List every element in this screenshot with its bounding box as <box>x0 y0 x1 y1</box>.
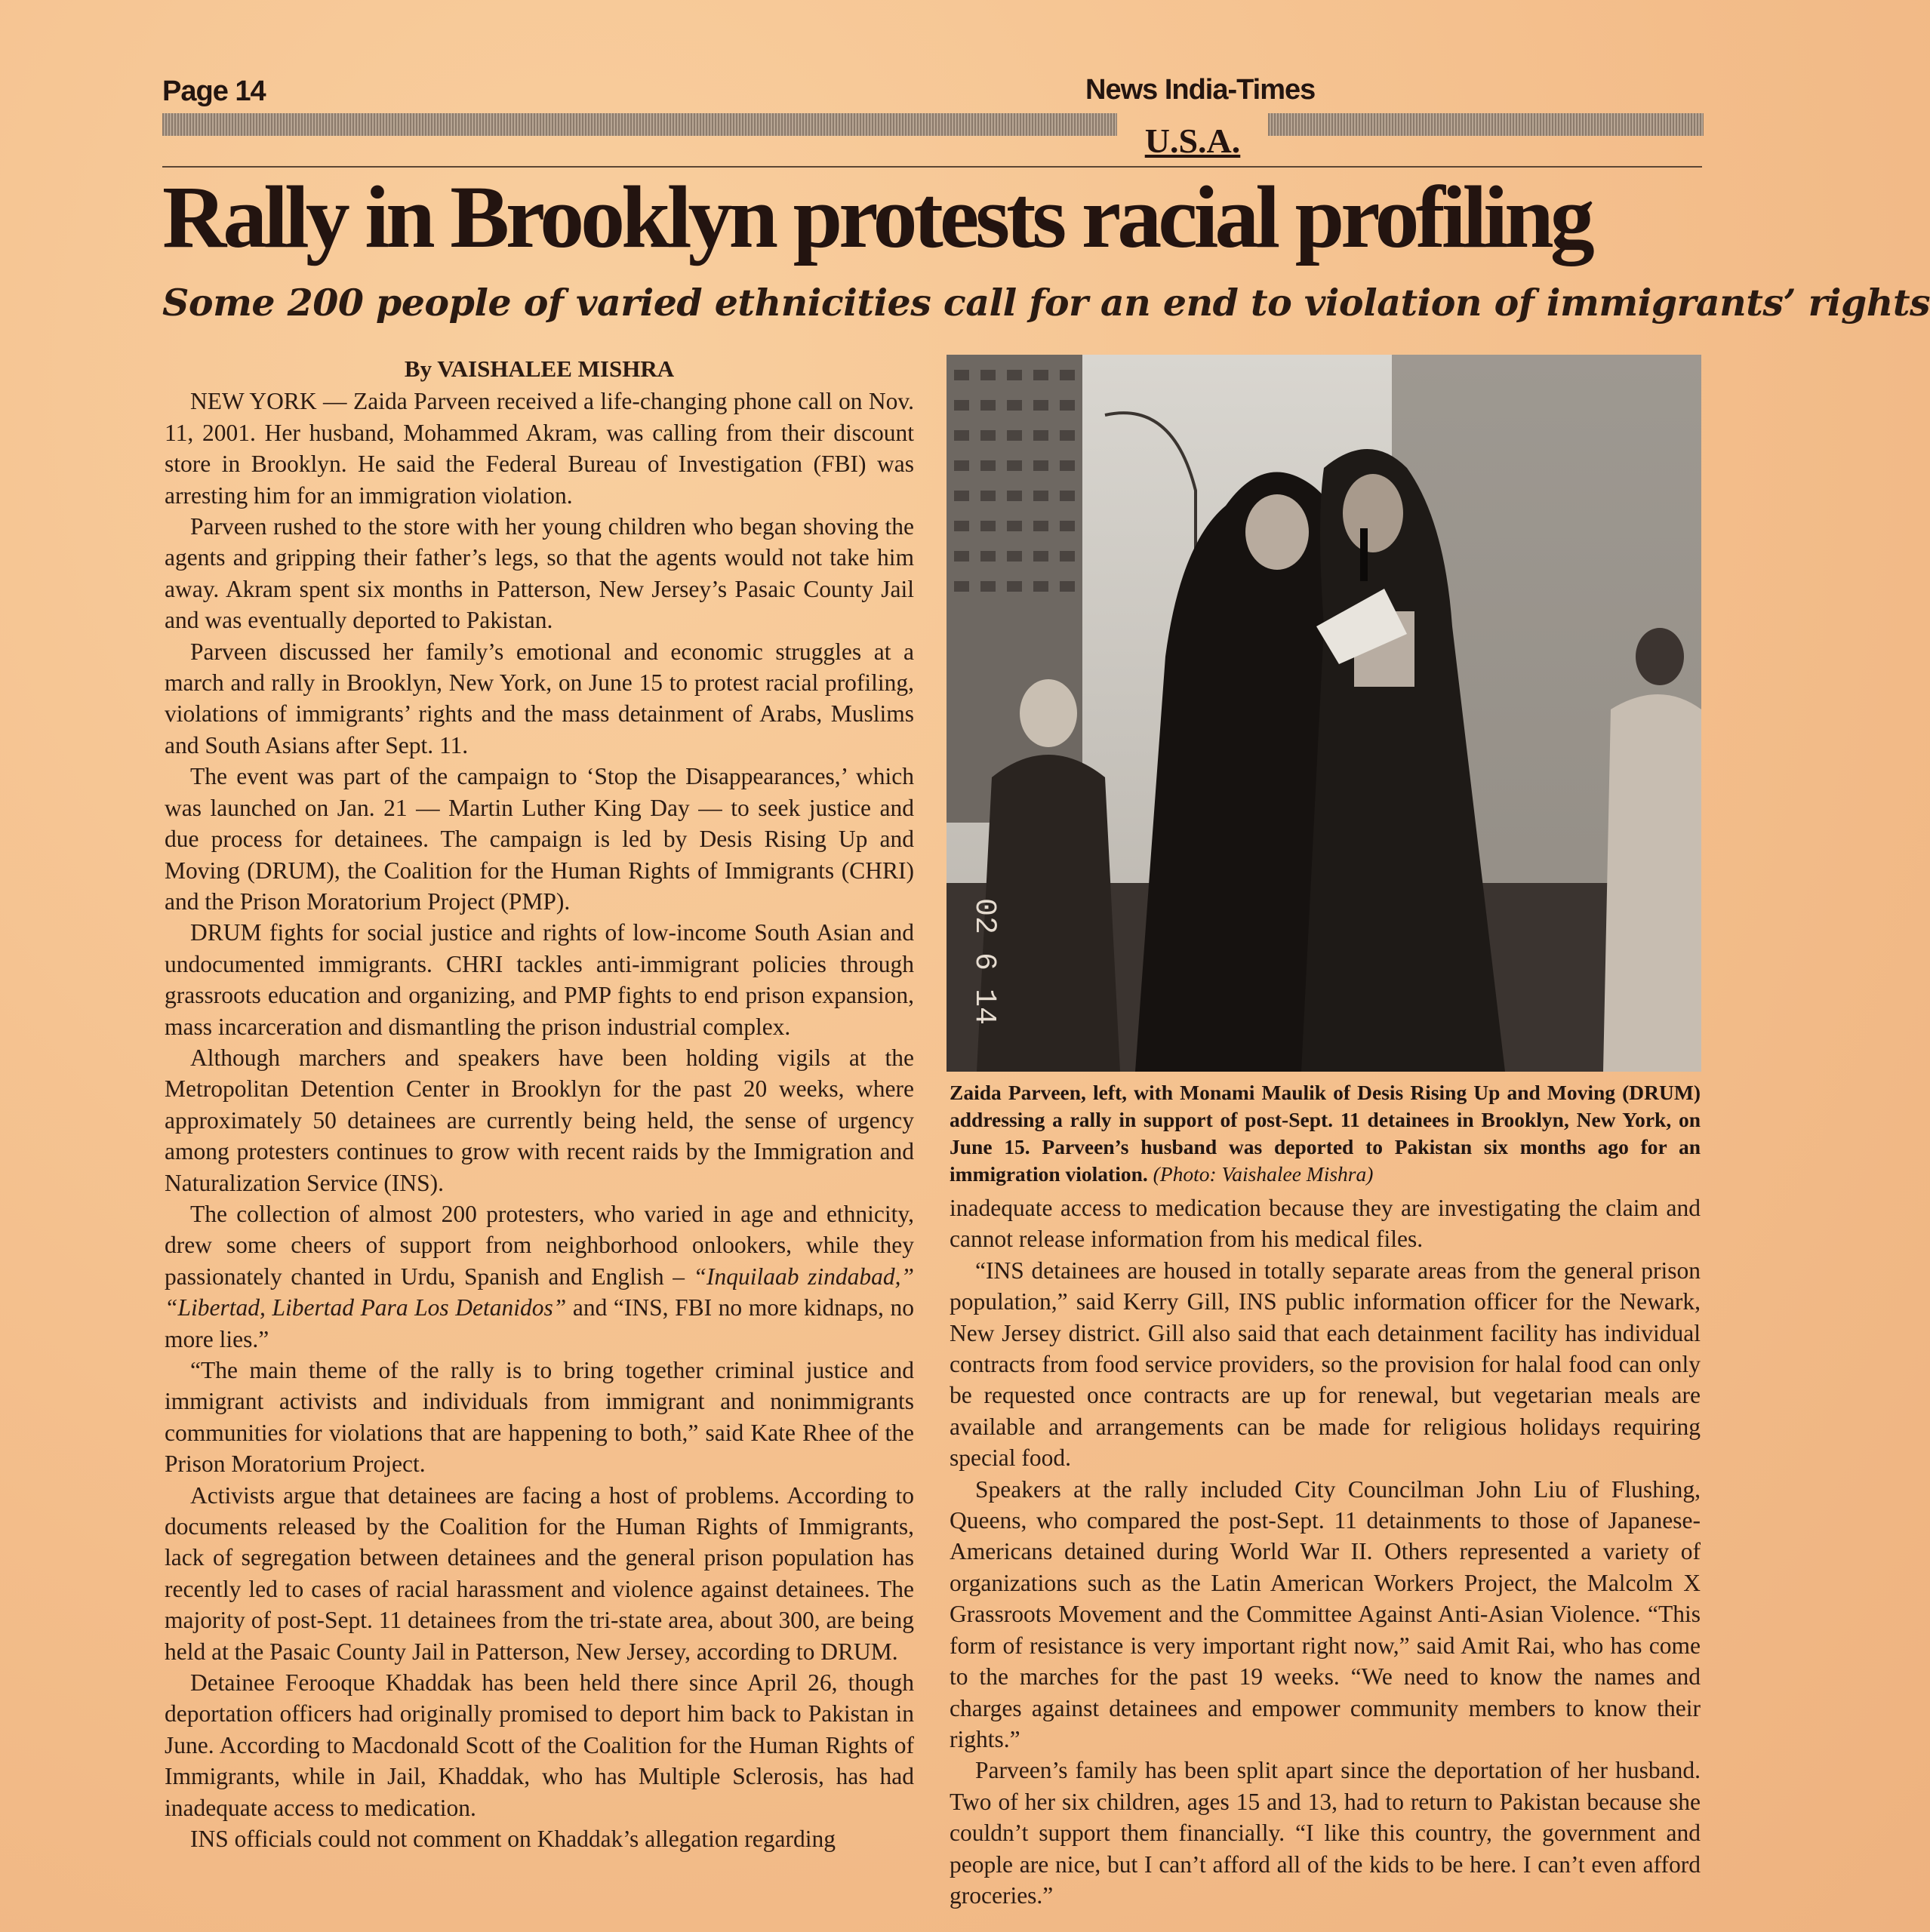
page-number: Page 14 <box>162 75 266 107</box>
paragraph: Speakers at the rally included City Councilman John Liu of Flushing, Queens, who compared the post-Sept. 11 detainments to those of Japanese-Americans detained during World War II. Others represented a variety of organizations such as the Latin American Workers Project, the Malcolm X Grassroots Movement and the Committee Against Anti-Asian Violence. “This form of resistance is very important right now,” said Amit Rai, who has come to the marches for the past 19 weeks. “We need to know the names and charges against detainees and empower community members to know their rights.” <box>950 1475 1701 1752</box>
chant-spanish: “Libertad, Libertad Para Los Detanidos” <box>165 1294 567 1321</box>
paragraph: “The main theme of the rally is to bring together criminal justice and immigrant activists and individuals from immigrant and nonimmigrants communities for violations that are happening to both,” said Kate Rhee of the Prison Moratorium Project. <box>165 1357 914 1478</box>
chants-tail-text: and “INS, FBI no more kidnaps, no more lies.” <box>165 1294 914 1352</box>
rally-photo <box>947 355 1701 1072</box>
newspaper-name: News India-Times <box>1085 74 1316 106</box>
masthead-rule-left <box>162 113 1117 136</box>
paragraph: The event was part of the campaign to ‘Stop the Disappearances,’ which was launched on Jan. 21 — Martin Luther King Day — to seek justice and due process for detainees. The campaign is led by Desis Rising Up and Moving (DRUM), the Coalition for the Human Rights of Immigrants (CHRI) and the Prison Moratorium Project (PMP). <box>165 763 914 915</box>
photo-date-stamp: 02 6 14 <box>967 898 1001 1026</box>
left-column <box>165 353 914 1855</box>
paragraph: Parveen’s family has been split apart since the deportation of her husband. Two of her six children, ages 15 and 13, had to return to Pakistan because she couldn’t support them financially. “I like this country, the government and people are nice, but I can’t afford all of the kids to be here. I can’t even afford groceries.” <box>950 1757 1701 1909</box>
chant-urdu: “Inquilaab zindabad,” <box>693 1263 914 1290</box>
paragraph: Activists argue that detainees are facing a host of problems. According to documents released by the Coalition for the Human Rights of Immigrants, lack of segregation between detainees and the general prison population has recently led to cases of racial harassment and violence against detainees. The majority of post-Sept. 11 detainees from the tri-state area, about 300, are being held at the Pasaic County Jail in Patterson, New Jersey, according to DRUM. <box>165 1481 914 1665</box>
paragraph: Parveen rushed to the store with her young children who began shoving the agents and gripping their father’s legs, so that the agents would not take him away. Akram spent six months in Patterson, New Jersey’s Pasaic County Jail and was eventually deported to Pakistan. <box>165 513 914 634</box>
photo-caption <box>950 1079 1701 1188</box>
caption-text: Zaida Parveen, left, with Monami Maulik of Desis Rising Up and Moving (DRUM) addressing a rally in support of post-Sept. 11 detainees in Brooklyn, New York, on June 15. Parveen’s husband was deported to Pakistan six months ago for an immigration violation. <box>950 1081 1701 1186</box>
paragraph: Parveen discussed her family’s emotional and economic struggles at a march and rally in Brooklyn, New York, on June 15 to protest racial profiling, violations of immigrants’ rights and the mass detainment of Arabs, Muslims and South Asians after Sept. 11. <box>165 638 914 758</box>
chants-lead-text: The collection of almost 200 protesters, who varied in age and ethnicity, drew some cheers of support from neighborhood onlookers, while they passionately chanted in Urdu, Spanish and English – <box>165 1200 914 1290</box>
masthead-rule-right <box>1268 113 1704 136</box>
photo-credit: (Photo: Vaishalee Mishra) <box>1153 1162 1374 1186</box>
paragraph: Detainee Ferooque Khaddak has been held there since April 26, though deportation officers had originally promised to deport him back to Pakistan in June. According to Macdonald Scott of the Coalition for the Human Rights of Immigrants, while in Jail, Khaddak, who has Multiple Sclerosis, has had inadequate access to medication. <box>165 1669 914 1821</box>
paragraph: NEW YORK — Zaida Parveen received a life-changing phone call on Nov. 11, 2001. Her husband, Mohammed Akram, was calling from their discount store in Brooklyn. He said the Federal Bureau of Investigation (FBI) was arresting him for an immigration violation. <box>165 388 914 509</box>
continued-paragraph: inadequate access to medication because they are investigating the claim and cannot release information from his medical files. <box>950 1195 1701 1253</box>
rally-photo-image <box>947 355 1701 1072</box>
paragraph: INS officials could not comment on Khaddak’s allegation regarding <box>190 1826 836 1853</box>
paragraph: “INS detainees are housed in totally separate areas from the general prison population,” said Kerry Gill, INS public information officer for the Newark, New Jersey district. Gill also said that each detainment facility has individual contracts from food service providers, so the provision for halal food can only be requested once contracts are up for renewal, but vegetarian meals are available and arrangements can be made for religious holidays requiring special food. <box>950 1257 1701 1472</box>
right-column <box>950 1192 1701 1911</box>
paragraph: DRUM fights for social justice and rights of low-income South Asian and undocumented immigrants. CHRI tackles anti-immigrant policies through grassroots education and organizing, and PMP fights to end prison expansion, mass incarceration and dismantling the prison industrial complex. <box>165 919 914 1040</box>
subheadline: Some 200 people of varied ethnicities call for an end to violation of immigrants’ rights <box>162 281 1930 325</box>
headline: Rally in Brooklyn protests racial profiling <box>162 168 1591 266</box>
paragraph: Although marchers and speakers have been holding vigils at the Metropolitan Detention Center in Brooklyn for the past 20 weeks, where approximately 50 detainees are currently being held, the sense of urgency among protesters continues to grow with recent raids by the Immigration and Naturalization Service (INS). <box>165 1044 914 1196</box>
section-label: U.S.A. <box>1144 122 1241 160</box>
byline: By VAISHALEE MISHRA <box>404 355 675 382</box>
chants-paragraph <box>165 1198 914 1355</box>
